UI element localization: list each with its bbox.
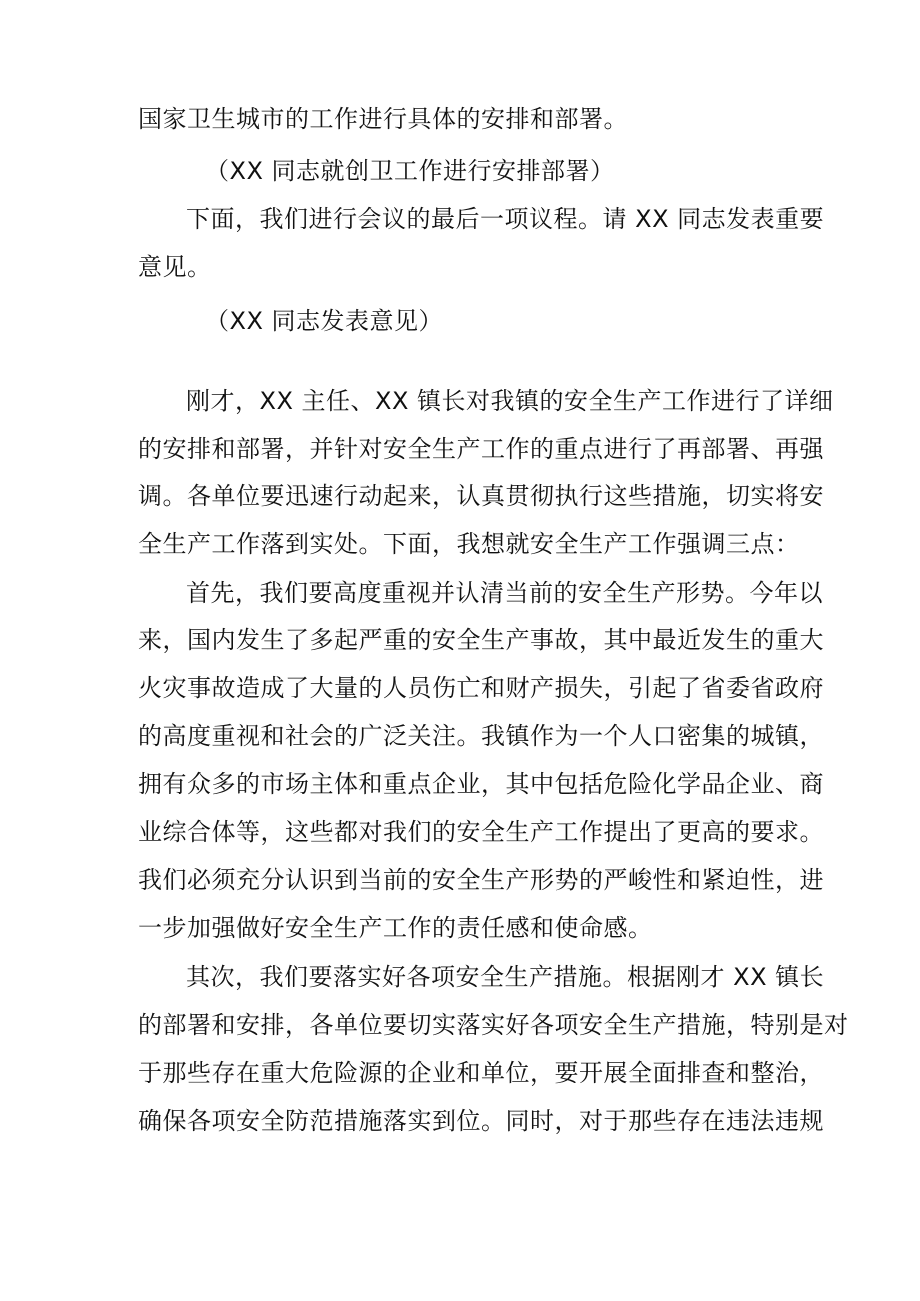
paragraph-line: 其次，我们要落实好各项安全生产措施。根据刚才 XX 镇长 xyxy=(186,963,825,991)
paragraph-line: 业综合体等，这些都对我们的安全生产工作提出了更高的要求。 xyxy=(138,818,824,846)
paragraph-line: 首先，我们要高度重视并认清当前的安全生产形势。今年以 xyxy=(186,579,823,607)
paragraph-line: 的部署和安排，各单位要切实落实好各项安全生产措施，特别是对 xyxy=(138,1011,849,1039)
paragraph-line: 的安排和部署，并针对安全生产工作的重点进行了再部署、再强 xyxy=(138,435,824,463)
stage-note-2: （XX 同志发表意见） xyxy=(205,307,444,335)
paragraph-line: 确保各项安全防范措施落实到位。同时，对于那些存在违法违规 xyxy=(138,1107,824,1135)
paragraph-line: 下面，我们进行会议的最后一项议程。请 XX 同志发表重要 xyxy=(186,205,825,233)
paragraph-line: 拥有众多的市场主体和重点企业，其中包括危险化学品企业、商 xyxy=(138,770,824,798)
paragraph-line: 火灾事故造成了大量的人员伤亡和财产损失，引起了省委省政府 xyxy=(138,674,824,702)
paragraph-line: 我们必须充分认识到当前的安全生产形势的严峻性和紧迫性，进 xyxy=(138,866,824,894)
stage-note-1: （XX 同志就创卫工作进行安排部署） xyxy=(205,157,615,185)
paragraph-line: 于那些存在重大危险源的企业和单位，要开展全面排查和整治， xyxy=(138,1059,824,1087)
paragraph-line: 意见。 xyxy=(138,253,212,281)
continuation-line: 国家卫生城市的工作进行具体的安排和部署。 xyxy=(138,105,628,133)
paragraph-line: 调。各单位要迅速行动起来，认真贯彻执行这些措施，切实将安 xyxy=(138,482,824,510)
paragraph-line: 全生产工作落到实处。下面，我想就安全生产工作强调三点： xyxy=(138,530,800,558)
paragraph-line: 来，国内发生了多起严重的安全生产事故，其中最近发生的重大 xyxy=(138,626,824,654)
paragraph-line: 刚才，XX 主任、XX 镇长对我镇的安全生产工作进行了详细 xyxy=(186,387,834,415)
paragraph-line: 的高度重视和社会的广泛关注。我镇作为一个人口密集的城镇， xyxy=(138,722,824,750)
paragraph-line: 一步加强做好安全生产工作的责任感和使命感。 xyxy=(138,914,653,942)
